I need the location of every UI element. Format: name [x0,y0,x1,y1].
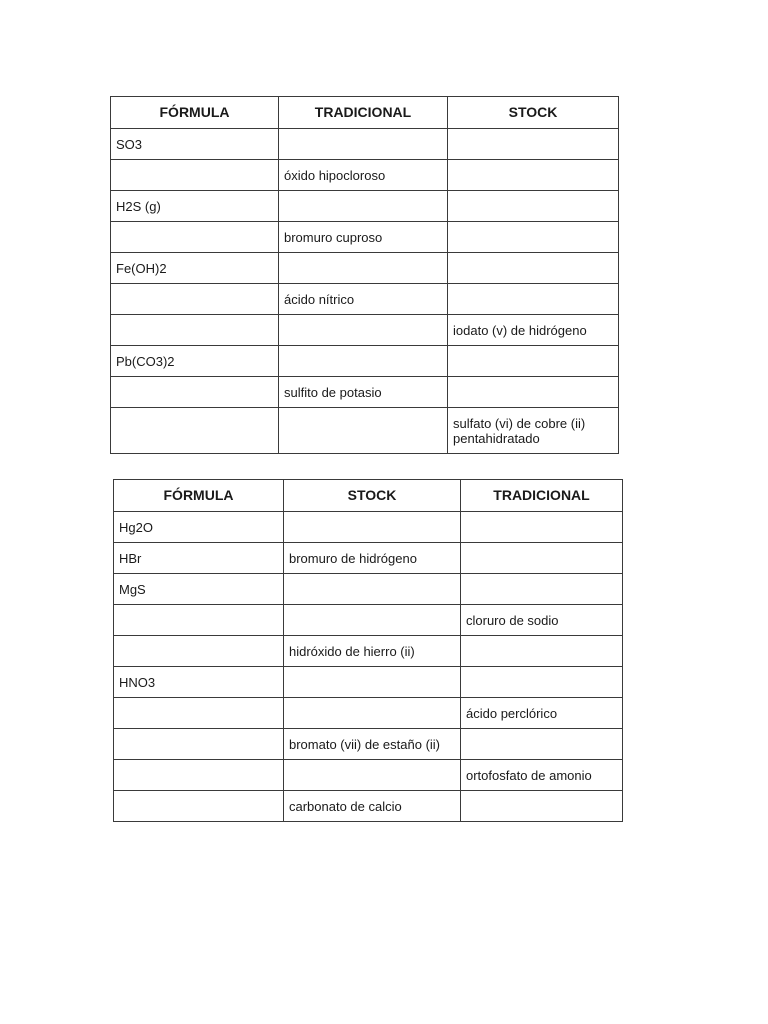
table-row [114,574,623,605]
formula-cell[interactable] [111,408,279,454]
tradicional-cell[interactable] [279,191,448,222]
table-row [111,191,619,222]
table-row [114,543,623,574]
column-header-tradicional: TRADICIONAL [279,97,448,129]
formula-cell[interactable]: Fe(OH)2 [111,253,279,284]
table-row [114,791,623,822]
formula-cell[interactable] [111,160,279,191]
stock-cell[interactable] [448,222,619,253]
formula-cell[interactable] [114,605,284,636]
formula-cell[interactable] [111,315,279,346]
tradicional-cell[interactable]: cloruro de sodio [461,605,623,636]
table-row [114,636,623,667]
column-header-formula: FÓRMULA [111,97,279,129]
stock-cell[interactable]: bromuro de hidrógeno [284,543,461,574]
tradicional-cell[interactable] [461,636,623,667]
table-row [111,346,619,377]
tradicional-cell[interactable] [279,346,448,377]
table-row [111,408,619,454]
stock-cell[interactable] [284,760,461,791]
formula-cell[interactable] [111,284,279,315]
stock-cell[interactable]: carbonato de calcio [284,791,461,822]
table-row [114,760,623,791]
stock-cell[interactable] [284,667,461,698]
nomenclature-table-2 [113,479,623,822]
tradicional-cell[interactable] [461,791,623,822]
nomenclature-table-1 [110,96,619,454]
table-row [111,315,619,346]
tradicional-cell[interactable]: ácido nítrico [279,284,448,315]
table-row [111,129,619,160]
column-header-tradicional: TRADICIONAL [461,480,623,512]
tradicional-cell[interactable] [279,408,448,454]
column-header-stock: STOCK [284,480,461,512]
tradicional-cell[interactable]: ácido perclórico [461,698,623,729]
tradicional-cell[interactable] [461,512,623,543]
formula-cell[interactable] [114,636,284,667]
stock-cell[interactable] [284,698,461,729]
stock-cell[interactable] [448,160,619,191]
tradicional-cell[interactable] [461,667,623,698]
stock-cell[interactable]: hidróxido de hierro (ii) [284,636,461,667]
formula-cell[interactable]: H2S (g) [111,191,279,222]
table-row [114,605,623,636]
stock-cell[interactable]: bromato (vii) de estaño (ii) [284,729,461,760]
formula-cell[interactable] [114,760,284,791]
tradicional-cell[interactable]: bromuro cuproso [279,222,448,253]
tradicional-cell[interactable] [279,129,448,160]
stock-cell[interactable] [448,191,619,222]
table-header-row [114,480,623,512]
formula-cell[interactable]: HNO3 [114,667,284,698]
table-row [111,377,619,408]
formula-cell[interactable] [111,222,279,253]
tradicional-cell[interactable] [461,543,623,574]
formula-cell[interactable] [114,791,284,822]
stock-cell[interactable] [448,284,619,315]
table-row [111,160,619,191]
table-header-row [111,97,619,129]
formula-cell[interactable]: Hg2O [114,512,284,543]
tradicional-cell[interactable]: óxido hipocloroso [279,160,448,191]
formula-cell[interactable] [114,698,284,729]
column-header-formula: FÓRMULA [114,480,284,512]
table-row [114,729,623,760]
stock-cell[interactable] [448,377,619,408]
stock-cell[interactable] [448,253,619,284]
column-header-stock: STOCK [448,97,619,129]
stock-cell[interactable] [284,512,461,543]
table-row [111,253,619,284]
formula-cell[interactable] [111,377,279,408]
tradicional-cell[interactable]: sulfito de potasio [279,377,448,408]
table-row [114,512,623,543]
tradicional-cell[interactable] [461,574,623,605]
table-row [114,667,623,698]
formula-cell[interactable]: SO3 [111,129,279,160]
table-row [111,284,619,315]
stock-cell[interactable]: iodato (v) de hidrógeno [448,315,619,346]
formula-cell[interactable]: HBr [114,543,284,574]
formula-cell[interactable]: MgS [114,574,284,605]
tradicional-cell[interactable] [279,315,448,346]
formula-cell[interactable]: Pb(CO3)2 [111,346,279,377]
formula-cell[interactable] [114,729,284,760]
table-row [114,698,623,729]
stock-cell[interactable] [284,605,461,636]
tradicional-cell[interactable] [461,729,623,760]
stock-cell[interactable] [284,574,461,605]
stock-cell[interactable]: sulfato (vi) de cobre (ii) pentahidratado [448,408,619,454]
stock-cell[interactable] [448,129,619,160]
table-row [111,222,619,253]
tradicional-cell[interactable] [279,253,448,284]
tradicional-cell[interactable]: ortofosfato de amonio [461,760,623,791]
stock-cell[interactable] [448,346,619,377]
